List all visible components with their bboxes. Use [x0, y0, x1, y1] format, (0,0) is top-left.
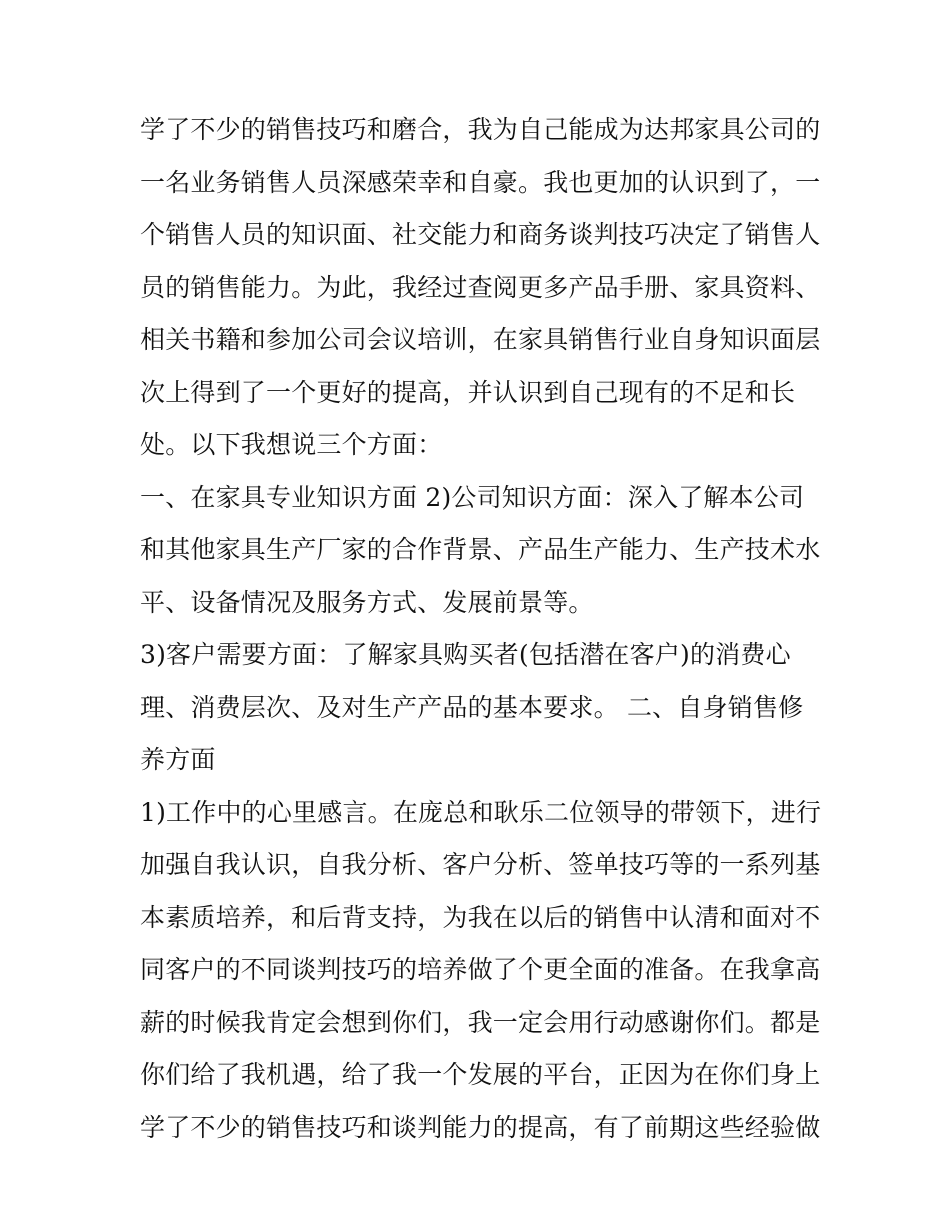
text-line: 处。以下我想说三个方面： — [140, 430, 443, 459]
text-line: 平、设备情况及服务方式、发展前景等。 — [140, 587, 594, 617]
text-line: 1)工作中的心里感言。在庞总和耿乐二位领导的带领下，进行 — [140, 797, 822, 827]
text-line: 你们给了我机遇，给了我一个发展的平台，正因为在你们身上 — [140, 1060, 821, 1089]
text-line: 相关书籍和参加公司会议培训，在家具销售行业自身知识面层 — [140, 325, 821, 354]
text-line: 个销售人员的知识面、社交能力和商务谈判技巧决定了销售人 — [140, 220, 821, 249]
text-line: 和其他家具生产厂家的合作背景、产品生产能力、生产技术水 — [140, 535, 821, 564]
text-line: 次上得到了一个更好的提高，并认识到自己现有的不足和长 — [140, 377, 796, 407]
text-line: 3)客户需要方面：了解家具购买者(包括潜在客户)的消费心 — [140, 640, 791, 669]
text-line: 养方面 — [140, 745, 216, 774]
text-line: 学了不少的销售技巧和磨合，我为自己能成为达邦家具公司的 — [140, 115, 821, 144]
text-line: 加强自我认识，自我分析、客户分析、签单技巧等的一系列基 — [140, 850, 821, 879]
text-line: 同客户的不同谈判技巧的培养做了个更全面的准备。在我拿高 — [140, 955, 821, 984]
text-line: 学了不少的销售技巧和谈判能力的提高，有了前期这些经验做 — [140, 1112, 821, 1142]
text-line: 员的销售能力。为此，我经过查阅更多产品手册、家具资料、 — [140, 272, 821, 302]
text-line: 一、在家具专业知识方面 2)公司知识方面：深入了解本公司 — [140, 482, 805, 512]
text-line: 薪的时候我肯定会想到你们，我一定会用行动感谢你们。都是 — [140, 1007, 821, 1037]
text-line: 理、消费层次、及对生产产品的基本要求。 二、自身销售修 — [140, 692, 804, 722]
body-text — [140, 104, 830, 1154]
text-line: 一名业务销售人员深感荣幸和自豪。我也更加的认识到了，一 — [140, 167, 821, 197]
text-line: 本素质培养，和后背支持，为我在以后的销售中认清和面对不 — [140, 902, 821, 932]
